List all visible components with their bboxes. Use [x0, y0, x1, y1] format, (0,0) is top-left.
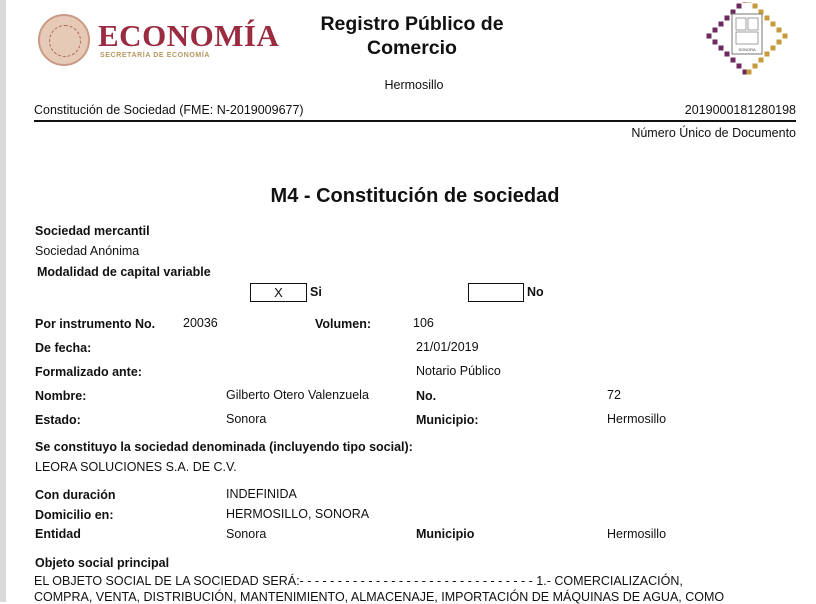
si-label: Si	[310, 285, 322, 299]
municipio-label: Municipio:	[416, 413, 479, 427]
estado-value: Sonora	[226, 412, 267, 426]
sonora-logo	[696, 2, 796, 88]
objeto-label: Objeto social principal	[35, 556, 170, 570]
no-checkbox[interactable]	[468, 283, 524, 302]
form-title: M4 - Constitución de sociedad	[270, 185, 560, 207]
objeto-line-1: EL OBJETO SOCIAL DE LA SOCIEDAD SERÁ:- - - - - - - - - - - - - - - - - - - - - - - - - - - - - - - 1.- COMERCIALIZACIÓN,	[34, 574, 683, 588]
instrumento-value: 20036	[183, 316, 218, 330]
svg-text:SONORA: SONORA	[738, 47, 756, 52]
registry-title: Registro Público de Comercio	[320, 13, 504, 59]
header-divider	[34, 120, 796, 122]
nombre-label: Nombre:	[35, 389, 87, 403]
fecha-value: 21/01/2019	[416, 340, 479, 354]
duracion-value: INDEFINIDA	[226, 487, 297, 501]
duracion-label: Con duración	[35, 488, 116, 502]
document-type: Constitución de Sociedad (FME: N-2019009677)	[34, 103, 304, 117]
si-checkbox[interactable]: X	[250, 283, 307, 302]
instrumento-label: Por instrumento No.	[35, 317, 156, 331]
no-label: No	[527, 285, 544, 299]
nombre-value: Gilberto Otero Valenzuela	[226, 388, 369, 402]
capital-variable-label: Modalidad de capital variable	[37, 265, 211, 279]
entidad-value: Sonora	[226, 527, 267, 541]
brand-name: ECONOMÍA	[98, 18, 280, 53]
fecha-label: De fecha:	[35, 341, 92, 355]
document-number-label: Número Único de Documento	[631, 126, 796, 140]
denominacion-label: Se constituyo la sociedad denominada (incluyendo tipo social):	[35, 440, 413, 454]
page-edge	[0, 0, 6, 602]
document-number: 2019000181280198	[684, 103, 796, 117]
denominacion-value: LEORA SOLUCIONES S.A. DE C.V.	[35, 460, 237, 474]
brand-subtitle: SECRETARÍA DE ECONOMÍA	[100, 52, 211, 59]
formalizado-label: Formalizado ante:	[35, 365, 142, 379]
municipio-value: Hermosillo	[607, 412, 667, 426]
header-city: Hermosillo	[384, 78, 444, 92]
sociedad-mercantil-label: Sociedad mercantil	[35, 224, 150, 238]
notario-no-value: 72	[607, 388, 621, 402]
economia-logo	[38, 12, 278, 68]
sociedad-mercantil-value: Sociedad Anónima	[35, 244, 140, 258]
volumen-value: 106	[413, 316, 434, 330]
estado-label: Estado:	[35, 413, 81, 427]
domicilio-label: Domicilio en:	[35, 508, 114, 522]
objeto-line-2: COMPRA, VENTA, DISTRIBUCIÓN, MANTENIMIENTO, ALMACENAJE, IMPORTACIÓN DE MÁQUINAS DE AGUA, COMO	[34, 590, 725, 604]
municipio2-value: Hermosillo	[607, 527, 667, 541]
formalizado-value: Notario Público	[416, 364, 501, 378]
national-seal-icon	[38, 14, 90, 66]
municipio2-label: Municipio	[416, 527, 475, 541]
notario-no-label: No.	[416, 389, 437, 403]
domicilio-value: HERMOSILLO, SONORA	[226, 507, 370, 521]
volumen-label: Volumen:	[315, 317, 372, 331]
entidad-label: Entidad	[35, 527, 81, 541]
